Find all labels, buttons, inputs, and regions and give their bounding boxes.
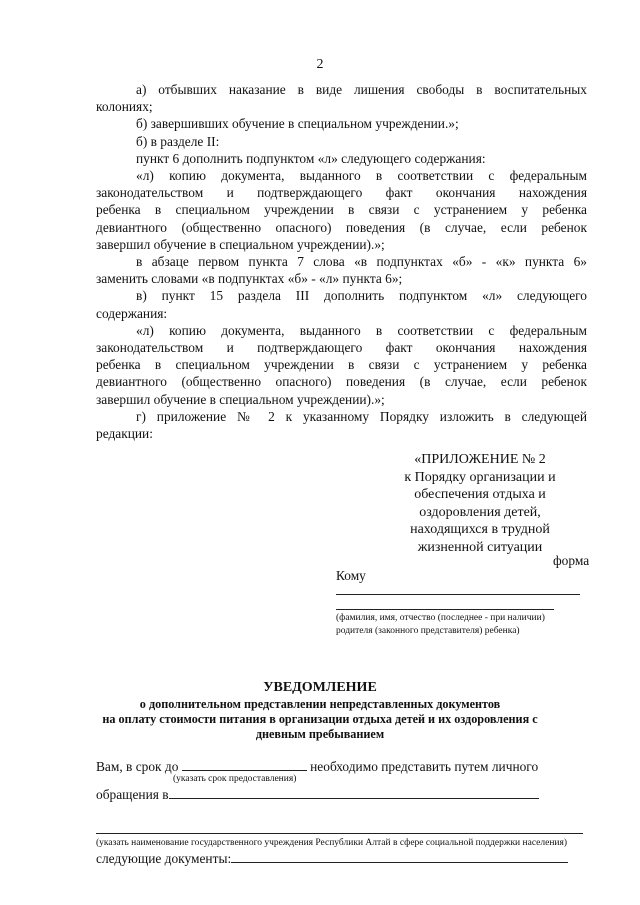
recipient-label: Кому bbox=[336, 568, 366, 583]
appendix-line: к Порядку организации и bbox=[404, 469, 556, 485]
body-line: ребенка в специальном учреждении в связи с устранением у ребенка bbox=[96, 202, 587, 218]
body-line: законодательством и подтверждающего факт окончания нахождения bbox=[96, 340, 587, 355]
body-line: девиантного (общественно опасного) поведения (в случае, если ребенок bbox=[96, 219, 587, 235]
institution-prefix: обращения в bbox=[96, 787, 169, 802]
institution-caption: (указать наименование государственного учреждения Республики Алтай в сфере социальной поддержки населения) bbox=[96, 838, 568, 848]
recipient-line-2 bbox=[336, 609, 554, 610]
body-line: редакции: bbox=[96, 426, 153, 441]
notice-subtitle-line: на оплату стоимости питания в организации отдыха детей и их оздоровления с bbox=[102, 712, 538, 726]
body-line: заменить словами «в подпунктах «б» - «л» пункта 6»; bbox=[96, 271, 403, 287]
deadline-caption: (указать срок предоставления) bbox=[173, 774, 297, 784]
body-line: девиантного (общественно опасного) поведения (в случае, если ребенок bbox=[96, 374, 587, 390]
appendix-line: оздоровления детей, bbox=[419, 504, 541, 520]
body-line: пункт 6 дополнить подпунктом «л» следующего содержания: bbox=[136, 150, 486, 166]
body-line: «л) копию документа, выданного в соответствии с федеральным bbox=[136, 168, 587, 183]
body-line: в) пункт 15 раздела III дополнить подпунктом «л» следующего bbox=[136, 288, 587, 304]
body-line: завершил обучение в специальном учреждении).»; bbox=[96, 391, 385, 407]
body-line: завершил обучение в специальном учреждении).»; bbox=[96, 236, 385, 252]
notice-subtitle-line: дневным пребыванием bbox=[255, 727, 385, 741]
institution-blank[interactable] bbox=[169, 786, 539, 799]
recipient-caption-1: (фамилия, имя, отчество (последнее - при наличии) bbox=[336, 613, 545, 623]
appendix-line: обеспечения отдыха и bbox=[414, 487, 546, 502]
body-line: «л) копию документа, выданного в соответствии с федеральным bbox=[136, 322, 587, 338]
body-line: а) отбывших наказание в виде лишения свободы в воспитательных bbox=[136, 82, 587, 97]
deadline-blank[interactable] bbox=[182, 758, 307, 771]
body-line: колониях; bbox=[96, 99, 153, 115]
body-line: ребенка в специальном учреждении в связи с устранением у ребенка bbox=[96, 357, 587, 373]
appendix-line: жизненной ситуации bbox=[417, 539, 543, 555]
deadline-prefix: Вам, в срок до bbox=[96, 759, 179, 774]
forma-label: форма bbox=[553, 553, 590, 568]
page-number: 2 bbox=[316, 57, 324, 72]
appendix-line: «ПРИЛОЖЕНИЕ № 2 bbox=[414, 452, 546, 467]
body-line: б) завершивших обучение в специальном учреждении.»; bbox=[136, 116, 459, 132]
appendix-line: находящихся в трудной bbox=[410, 522, 550, 537]
documents-prefix: следующие документы: bbox=[96, 851, 232, 866]
documents-blank[interactable] bbox=[231, 850, 568, 863]
form-line-deadline bbox=[96, 758, 538, 775]
notice-subtitle-line: о дополнительном представлении непредставленных документов bbox=[139, 697, 501, 711]
body-line: в абзаце первом пункта 7 слова «в подпунктах «б» - «к» пункта 6» bbox=[136, 254, 587, 269]
form-line-documents bbox=[96, 850, 568, 867]
body-line: б) в разделе II: bbox=[136, 133, 220, 149]
recipient-caption-2: родителя (законного представителя) ребенка) bbox=[336, 626, 520, 636]
notice-title: УВЕДОМЛЕНИЕ bbox=[263, 680, 377, 695]
institution-blank-line-2[interactable] bbox=[96, 833, 583, 834]
recipient-line-1 bbox=[336, 594, 580, 595]
body-line: содержания: bbox=[96, 305, 168, 321]
body-line: законодательством и подтверждающего факт окончания нахождения bbox=[96, 185, 587, 201]
form-line-institution bbox=[96, 786, 539, 803]
body-line: г) приложение № 2 к указанному Порядку изложить в следующей bbox=[136, 408, 587, 424]
deadline-suffix: необходимо представить путем личного bbox=[310, 759, 539, 774]
